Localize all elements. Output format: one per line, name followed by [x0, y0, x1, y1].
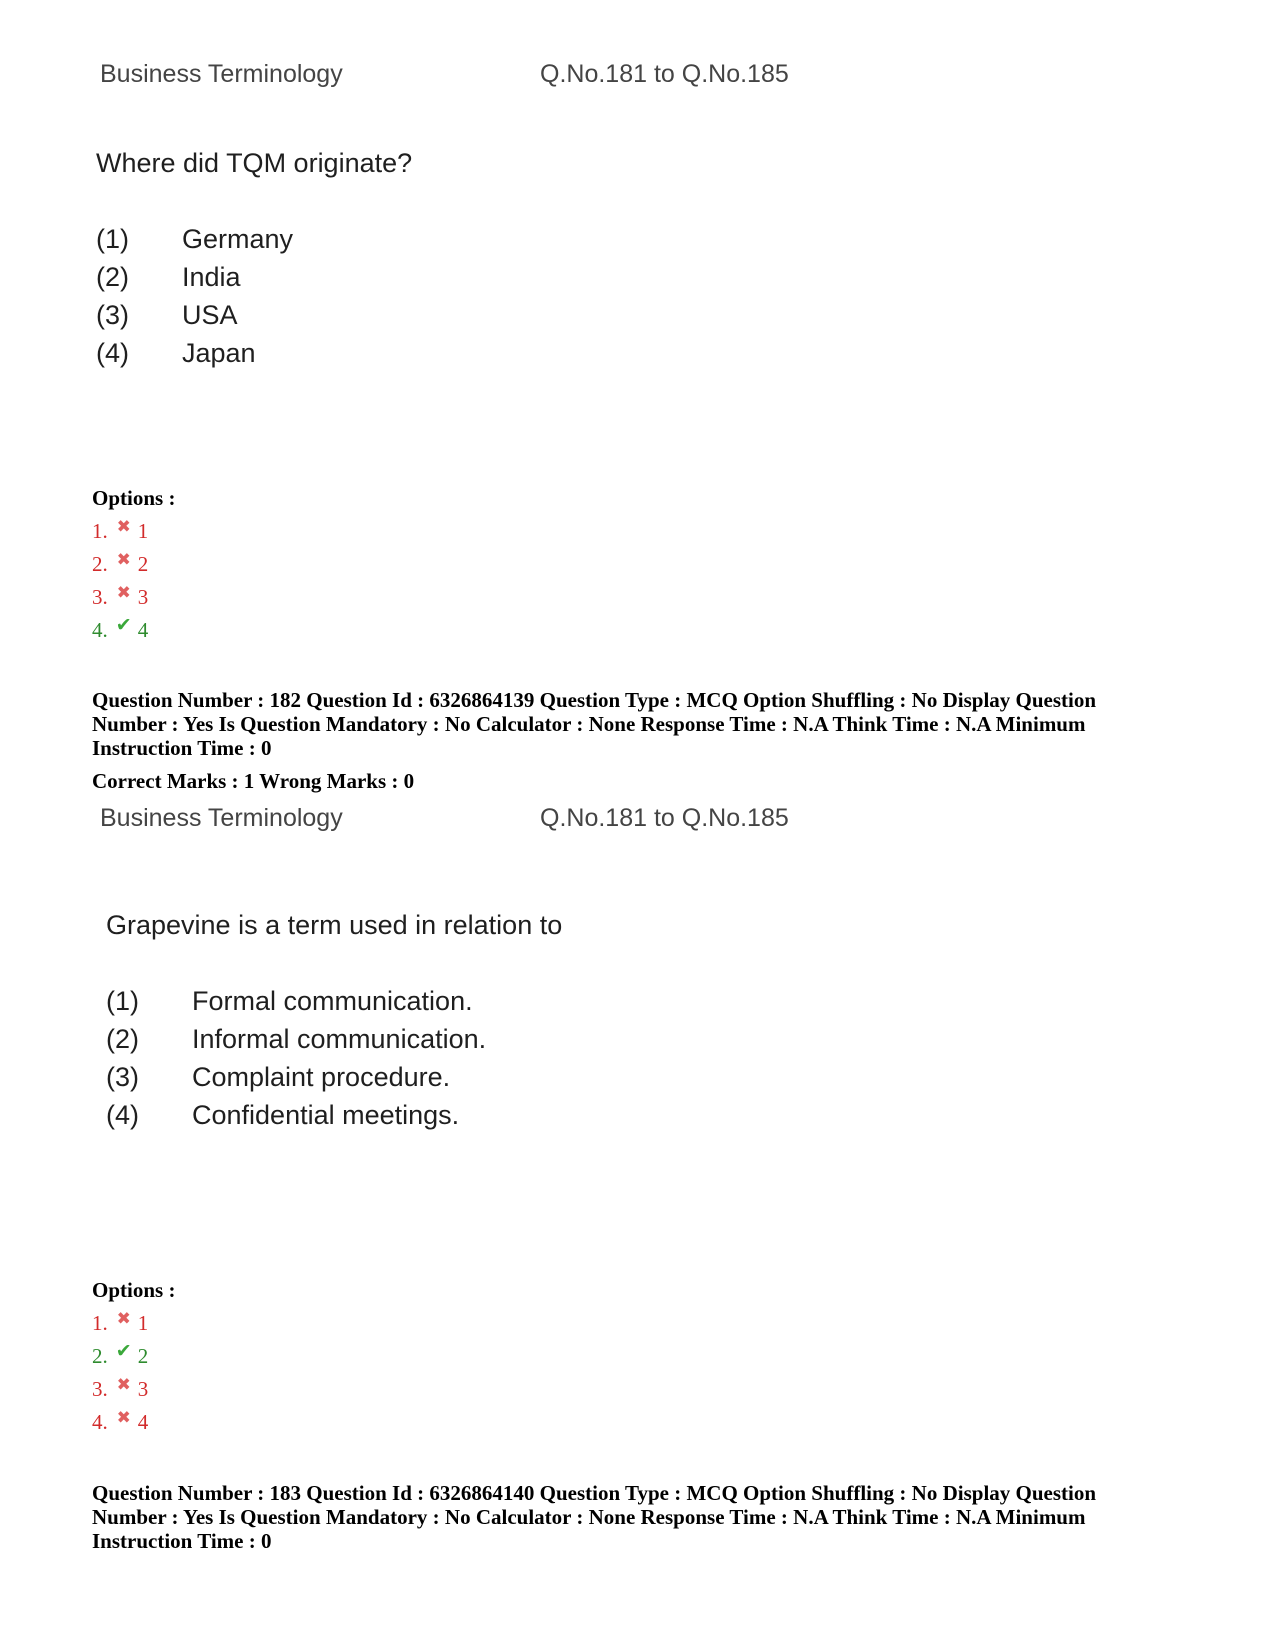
- option-row: [92, 1341, 149, 1369]
- choice-text: Complaint procedure.: [192, 1062, 451, 1092]
- question-range-label: Q.No.181 to Q.No.185: [540, 60, 789, 88]
- choice-text: India: [182, 262, 241, 292]
- option-row: [92, 1374, 149, 1402]
- choice-number: (2): [106, 1024, 139, 1054]
- option-value: 3: [137, 585, 149, 609]
- cross-icon: ✖: [116, 1407, 131, 1427]
- choice-number: (4): [96, 338, 129, 368]
- option-index: 4.: [92, 618, 108, 642]
- question-range-label: Q.No.181 to Q.No.185: [540, 804, 789, 832]
- option-value: 2: [137, 552, 149, 576]
- subject-label: Business Terminology: [100, 804, 343, 832]
- marks-line: Correct Marks : 1 Wrong Marks : 0: [92, 769, 415, 793]
- option-value: 3: [137, 1377, 149, 1401]
- choice-number: (1): [96, 224, 129, 254]
- option-index: 3.: [92, 585, 108, 609]
- option-value: 1: [137, 519, 149, 543]
- option-row: [92, 1407, 149, 1435]
- choice-number: (3): [96, 300, 129, 330]
- options-label: Options :: [92, 486, 176, 510]
- choice-number: (3): [106, 1062, 139, 1092]
- cross-icon: ✖: [116, 1308, 131, 1328]
- cross-icon: ✖: [116, 582, 131, 602]
- option-index: 3.: [92, 1377, 108, 1401]
- option-index: 4.: [92, 1410, 108, 1434]
- option-row: [92, 516, 149, 544]
- option-value: 4: [137, 618, 149, 642]
- subject-label: Business Terminology: [100, 60, 343, 88]
- question-text: Grapevine is a term used in relation to: [106, 910, 563, 940]
- choice-text: Formal communication.: [192, 986, 473, 1016]
- option-index: 1.: [92, 1311, 108, 1335]
- option-index: 2.: [92, 1344, 108, 1368]
- choice-text: Confidential meetings.: [192, 1100, 460, 1130]
- option-row: [92, 549, 149, 577]
- choice-text: Japan: [182, 338, 256, 368]
- cross-icon: ✖: [116, 549, 131, 569]
- choice-number: (4): [106, 1100, 139, 1130]
- option-row: [92, 615, 149, 643]
- choice-number: (2): [96, 262, 129, 292]
- cross-icon: ✖: [116, 1374, 131, 1394]
- option-index: 2.: [92, 552, 108, 576]
- question-meta-183: Question Number : 183 Question Id : 6326864140 Question Type : MCQ Option Shuffling : No Display Question Number : Yes Is Question Mandatory : No Calculator : None Response Time : N.A Think Time : N.A Minimum Instruction Time : 0: [92, 1481, 1097, 1553]
- option-value: 2: [137, 1344, 149, 1368]
- choice-text: Informal communication.: [192, 1024, 487, 1054]
- choice-number: (1): [106, 986, 139, 1016]
- cross-icon: ✖: [116, 516, 131, 536]
- question-meta-182: Question Number : 182 Question Id : 6326864139 Question Type : MCQ Option Shuffling : No Display Question Number : Yes Is Question Mandatory : No Calculator : None Response Time : N.A Think Time : N.A Minimum Instruction Time : 0: [92, 688, 1097, 760]
- option-row: [92, 582, 149, 610]
- option-row: [92, 1308, 149, 1336]
- option-value: 1: [137, 1311, 149, 1335]
- option-index: 1.: [92, 519, 108, 543]
- choice-text: USA: [182, 300, 238, 330]
- check-icon: ✔: [115, 615, 132, 636]
- options-label: Options :: [92, 1278, 176, 1302]
- choice-text: Germany: [182, 224, 294, 254]
- question-text: Where did TQM originate?: [96, 148, 413, 178]
- check-icon: ✔: [115, 1341, 132, 1362]
- option-value: 4: [137, 1410, 149, 1434]
